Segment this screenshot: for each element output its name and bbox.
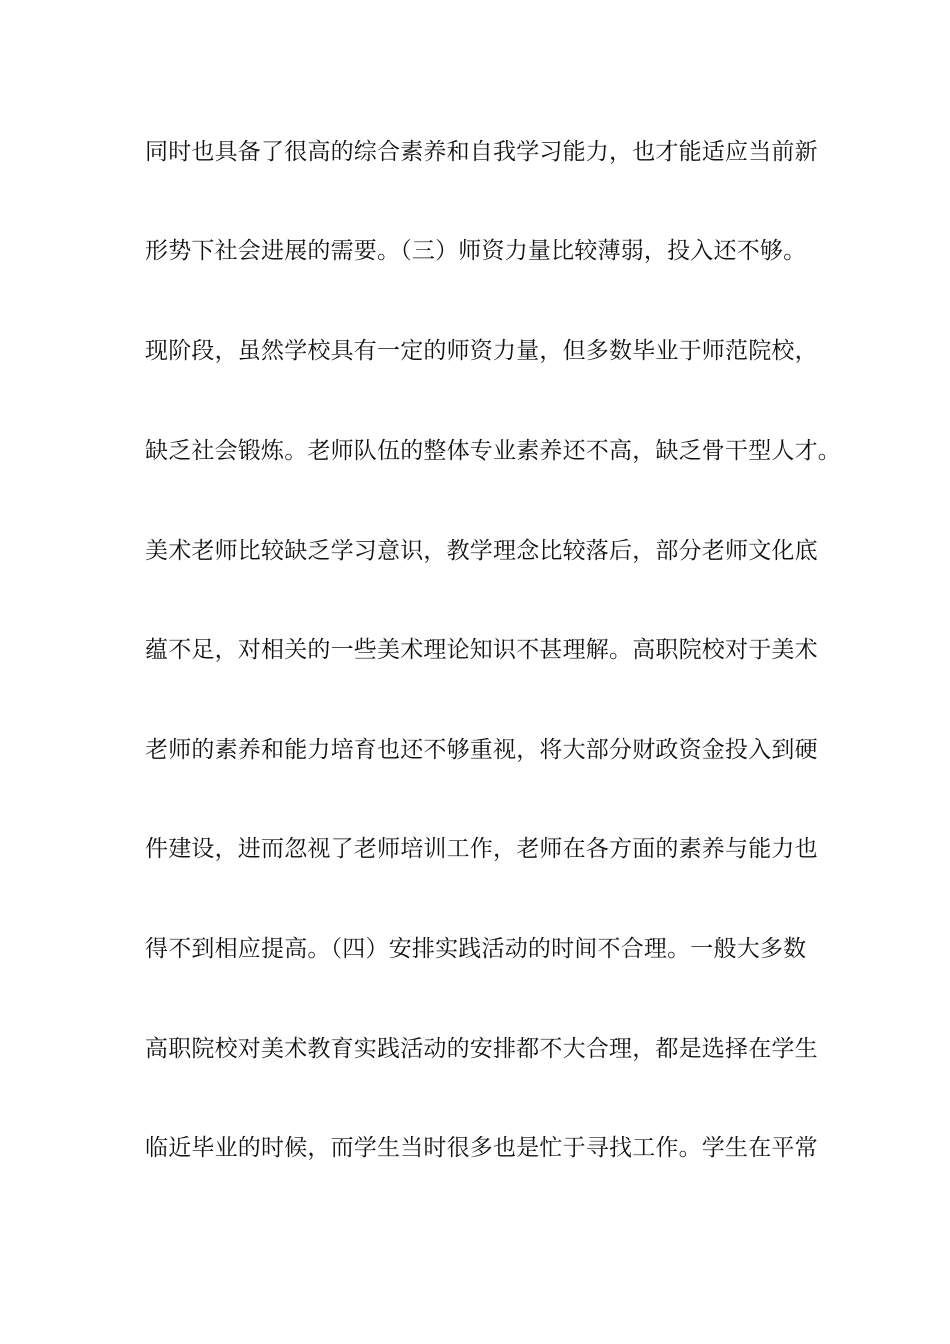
body-text-line: 现阶段，虽然学校具有一定的师资力量，但多数毕业于师范院校， [145, 338, 818, 364]
body-text-line: 美术老师比较缺乏学习意识，教学理念比较落后，部分老师文化底 [145, 538, 818, 564]
body-text-line: 形势下社会进展的需要。（三）师资力量比较薄弱，投入还不够。 [145, 238, 807, 264]
body-text-line: 件建设，进而忽视了老师培训工作，老师在各方面的素养与能力也 [145, 836, 818, 862]
body-text-line: 临近毕业的时候，而学生当时很多也是忙于寻找工作。学生在平常 [145, 1135, 818, 1161]
body-text-line: 蕴不足，对相关的一些美术理论知识不甚理解。高职院校对于美术 [145, 637, 818, 663]
body-text-line: 得不到相应提高。（四）安排实践活动的时间不合理。一般大多数 [145, 936, 807, 962]
body-text-line: 高职院校对美术教育实践活动的安排都不大合理，都是选择在学生 [145, 1036, 818, 1062]
body-text-line: 同时也具备了很高的综合素养和自我学习能力，也才能适应当前新 [145, 139, 818, 165]
body-text-line: 老师的素养和能力培育也还不够重视，将大部分财政资金投入到硬 [145, 737, 818, 763]
body-text-line: 缺乏社会锻炼。老师队伍的整体专业素养还不高，缺乏骨干型人才。 [145, 438, 841, 464]
